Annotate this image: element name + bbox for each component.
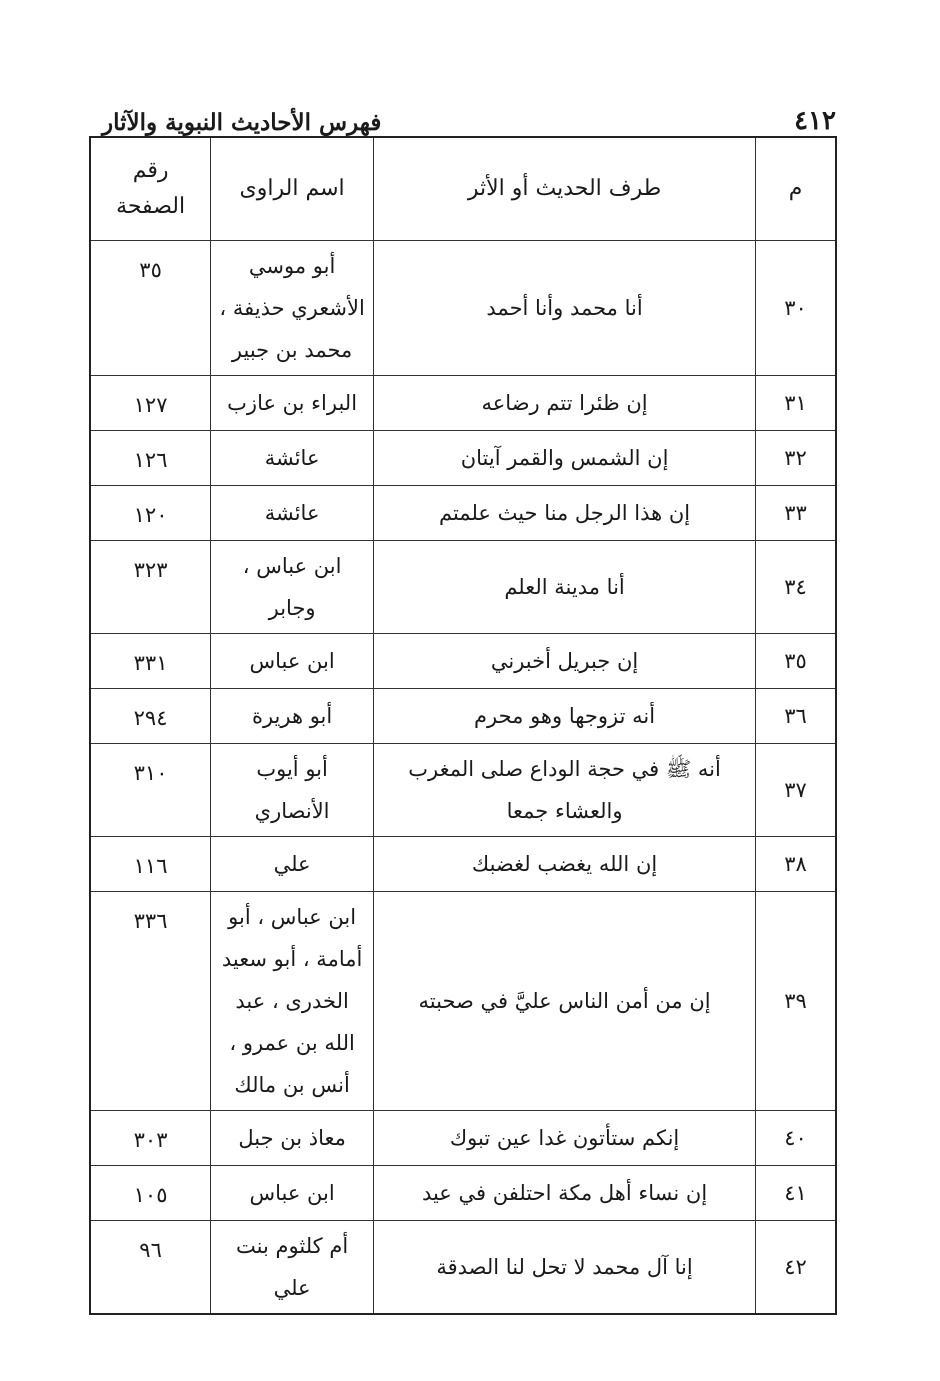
table-row: [90, 1111, 836, 1166]
narrator-cell: ابن عباس: [211, 1166, 374, 1221]
page-cell: ٣٥: [90, 241, 211, 376]
page-cell: ٣١٠: [90, 744, 211, 837]
table-row: [90, 376, 836, 431]
table-row: [90, 744, 836, 837]
number-cell: ٣٥: [756, 634, 836, 689]
narrator-cell: ابن عباس ، أبو أمامة ، أبو سعيد الخدرى ، عبد الله بن عمرو ، أنس بن مالك: [211, 892, 374, 1111]
header-page: رقم الصفحة: [90, 137, 211, 241]
narrator-cell: أبو أيوب الأنصاري: [211, 744, 374, 837]
table-row: [90, 486, 836, 541]
narrator-cell: ابن عباس: [211, 634, 374, 689]
hadith-cell: أنا مدينة العلم: [374, 541, 756, 634]
page-number: ٤١٢: [794, 106, 836, 136]
table-header-row: [90, 137, 836, 241]
number-cell: ٤٢: [756, 1221, 836, 1315]
table-row: [90, 1166, 836, 1221]
hadith-cell: إنا آل محمد لا تحل لنا الصدقة: [374, 1221, 756, 1315]
page-cell: ٣٢٣: [90, 541, 211, 634]
page-cell: ١٢٦: [90, 431, 211, 486]
narrator-cell: ابن عباس ، وجابر: [211, 541, 374, 634]
table-row: [90, 241, 836, 376]
header-narrator: اسم الراوى: [211, 137, 374, 241]
narrator-cell: عائشة: [211, 486, 374, 541]
number-cell: ٣٧: [756, 744, 836, 837]
hadith-cell: إنكم ستأتون غدا عين تبوك: [374, 1111, 756, 1166]
table-body: [90, 241, 836, 1315]
hadith-index-table: [89, 136, 837, 1315]
number-cell: ٣٦: [756, 689, 836, 744]
hadith-cell: أنه تزوجها وهو محرم: [374, 689, 756, 744]
hadith-cell: إن هذا الرجل منا حيث علمتم: [374, 486, 756, 541]
narrator-cell: معاذ بن جبل: [211, 1111, 374, 1166]
table-row: [90, 837, 836, 892]
page-cell: ١١٦: [90, 837, 211, 892]
page-cell: ٣٣٦: [90, 892, 211, 1111]
page-cell: ٣٠٣: [90, 1111, 211, 1166]
page-cell: ٢٩٤: [90, 689, 211, 744]
hadith-cell: إن من أمن الناس عليَّ في صحبته: [374, 892, 756, 1111]
page-cell: ١٢٠: [90, 486, 211, 541]
hadith-cell: أنا محمد وأنا أحمد: [374, 241, 756, 376]
narrator-cell: عائشة: [211, 431, 374, 486]
number-cell: ٣٨: [756, 837, 836, 892]
narrator-cell: البراء بن عازب: [211, 376, 374, 431]
hadith-cell: أنه ﷺ في حجة الوداع صلى المغرب والعشاء جمعا: [374, 744, 756, 837]
table-row: [90, 1221, 836, 1315]
number-cell: ٣١: [756, 376, 836, 431]
hadith-cell: إن جبريل أخبرني: [374, 634, 756, 689]
hadith-cell: إن نساء أهل مكة احتلفن في عيد: [374, 1166, 756, 1221]
number-cell: ٣٣: [756, 486, 836, 541]
number-cell: ٣٩: [756, 892, 836, 1111]
hadith-cell: إن الله يغضب لغضبك: [374, 837, 756, 892]
page-cell: ١٠٥: [90, 1166, 211, 1221]
table-row: [90, 634, 836, 689]
header-number: م: [756, 137, 836, 241]
page-cell: ٩٦: [90, 1221, 211, 1315]
header-hadith: طرف الحديث أو الأثر: [374, 137, 756, 241]
hadith-cell: إن الشمس والقمر آيتان: [374, 431, 756, 486]
narrator-cell: علي: [211, 837, 374, 892]
page-header: [88, 92, 838, 136]
number-cell: ٣٠: [756, 241, 836, 376]
page-cell: ٣٣١: [90, 634, 211, 689]
running-title: فهرس الأحاديث النبوية والآثار: [102, 109, 382, 136]
number-cell: ٤٠: [756, 1111, 836, 1166]
number-cell: ٣٢: [756, 431, 836, 486]
number-cell: ٣٤: [756, 541, 836, 634]
table-row: [90, 689, 836, 744]
narrator-cell: أبو هريرة: [211, 689, 374, 744]
narrator-cell: أبو موسي الأشعري حذيفة ، محمد بن جبير: [211, 241, 374, 376]
table-row: [90, 541, 836, 634]
page-cell: ١٢٧: [90, 376, 211, 431]
table-row: [90, 892, 836, 1111]
number-cell: ٤١: [756, 1166, 836, 1221]
hadith-cell: إن ظئرا تتم رضاعه: [374, 376, 756, 431]
narrator-cell: أم كلثوم بنت علي: [211, 1221, 374, 1315]
table-row: [90, 431, 836, 486]
